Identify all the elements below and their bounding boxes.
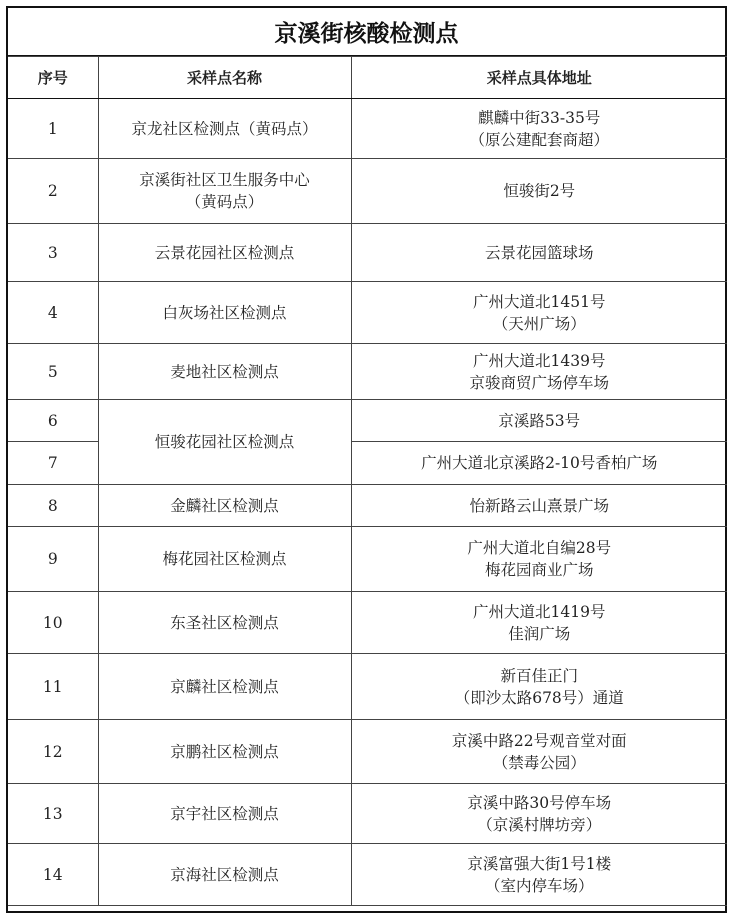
site-name: [98, 485, 351, 527]
table-row: [8, 654, 727, 720]
row-number: 4: [8, 282, 98, 344]
page-title: 京溪街核酸检测点: [8, 8, 725, 56]
site-name: [98, 527, 351, 592]
site-name: [98, 400, 351, 485]
site-name-line: 金麟社区检测点: [170, 496, 279, 515]
site-name: [98, 344, 351, 400]
table-body: [8, 99, 727, 906]
site-name-line: 京龙社区检测点（黄码点）: [131, 119, 318, 138]
site-address-line: 广州大道北1451号: [473, 292, 606, 311]
table-row: [8, 784, 727, 844]
site-name-line: 京溪街社区卫生服务中心: [139, 171, 310, 189]
table-header-row: [8, 57, 727, 99]
site-address-line: 广州大道北1439号: [473, 351, 606, 370]
site-name-line: 恒骏花园社区检测点: [154, 433, 295, 451]
site-address: [351, 720, 727, 784]
row-number: 14: [8, 844, 98, 906]
site-name-line: 东圣社区检测点: [170, 613, 279, 632]
site-address-line: （禁毒公园）: [492, 753, 586, 772]
table-row: [8, 224, 727, 282]
row-number: 8: [8, 485, 98, 527]
site-name-line: 梅花园社区检测点: [162, 550, 287, 568]
site-address-line: 京溪中路22号观音堂对面: [451, 731, 627, 750]
site-name: [98, 224, 351, 282]
row-number: 1: [8, 99, 98, 159]
site-address: [351, 784, 727, 844]
site-address-line: 麒麟中街33-35号: [478, 108, 601, 127]
site-address-line: （即沙太路678号）通道: [454, 688, 624, 707]
header-site-address: 采样点具体地址: [351, 57, 727, 99]
site-address-line: 恒骏街2号: [503, 182, 576, 200]
site-address-line: （室内停车场）: [484, 876, 594, 895]
site-address-line: 广州大道北自编28号: [467, 539, 612, 557]
site-name-line: 京宇社区检测点: [170, 804, 279, 823]
site-name-line: 白灰场社区检测点: [162, 303, 287, 322]
site-address-line: 京溪富强大街1号1楼: [467, 854, 612, 873]
site-name-line: 京麟社区检测点: [170, 677, 279, 696]
row-number: 10: [8, 592, 98, 654]
site-address-line: 广州大道北1419号: [473, 602, 606, 621]
site-name-line: 麦地社区检测点: [170, 362, 279, 381]
sampling-sites-sheet: [6, 6, 727, 913]
site-address: [351, 442, 727, 485]
site-address: [351, 344, 727, 400]
sampling-sites-table: [8, 56, 727, 906]
row-number: 3: [8, 224, 98, 282]
site-address-line: 怡新路云山熹景广场: [469, 496, 609, 515]
site-name: [98, 592, 351, 654]
table-row: [8, 485, 727, 527]
site-address-line: （京溪村牌坊旁）: [477, 815, 602, 834]
table-row: [8, 99, 727, 159]
site-name-line: （黄码点）: [185, 193, 264, 211]
site-address-line: 京溪中路30号停车场: [467, 793, 612, 812]
site-name: [98, 720, 351, 784]
table-row: [8, 592, 727, 654]
site-address: [351, 485, 727, 527]
table-row: [8, 527, 727, 592]
site-address-line: 广州大道北京溪路2-10号香柏广场: [421, 454, 658, 472]
row-number: 11: [8, 654, 98, 720]
row-number: 5: [8, 344, 98, 400]
site-address: [351, 224, 727, 282]
site-address-line: 新百佳正门: [500, 666, 578, 685]
site-address: [351, 654, 727, 720]
table-row: [8, 844, 727, 906]
site-name: [98, 282, 351, 344]
header-site-name: 采样点名称: [98, 57, 351, 99]
table-row: [8, 720, 727, 784]
row-number: 2: [8, 159, 98, 224]
row-number: 6: [8, 400, 98, 442]
row-number: 12: [8, 720, 98, 784]
site-address-line: 京骏商贸广场停车场: [469, 373, 609, 392]
site-name-line: 京海社区检测点: [170, 865, 279, 884]
site-name: [98, 654, 351, 720]
site-address: [351, 282, 727, 344]
site-address: [351, 400, 727, 442]
site-name-line: 云景花园社区检测点: [154, 243, 295, 262]
table-row: [8, 159, 727, 224]
site-name: [98, 159, 351, 224]
site-address: [351, 844, 727, 906]
site-address-line: 梅花园商业广场: [484, 561, 594, 579]
site-address-line: 佳润广场: [508, 624, 571, 643]
header-no: 序号: [8, 57, 98, 99]
table-row: [8, 400, 727, 442]
site-address-line: （天州广场）: [492, 314, 586, 333]
site-address-line: （原公建配套商超）: [469, 130, 609, 149]
site-address: [351, 159, 727, 224]
table-row: [8, 282, 727, 344]
site-address-line: 京溪路53号: [498, 411, 581, 430]
site-name-line: 京鹏社区检测点: [170, 742, 279, 761]
table-row: [8, 344, 727, 400]
site-name: [98, 784, 351, 844]
site-address-line: 云景花园篮球场: [484, 243, 594, 262]
row-number: 9: [8, 527, 98, 592]
site-name: [98, 844, 351, 906]
row-number: 7: [8, 442, 98, 485]
site-address: [351, 99, 727, 159]
site-address: [351, 592, 727, 654]
site-address: [351, 527, 727, 592]
site-name: [98, 99, 351, 159]
row-number: 13: [8, 784, 98, 844]
